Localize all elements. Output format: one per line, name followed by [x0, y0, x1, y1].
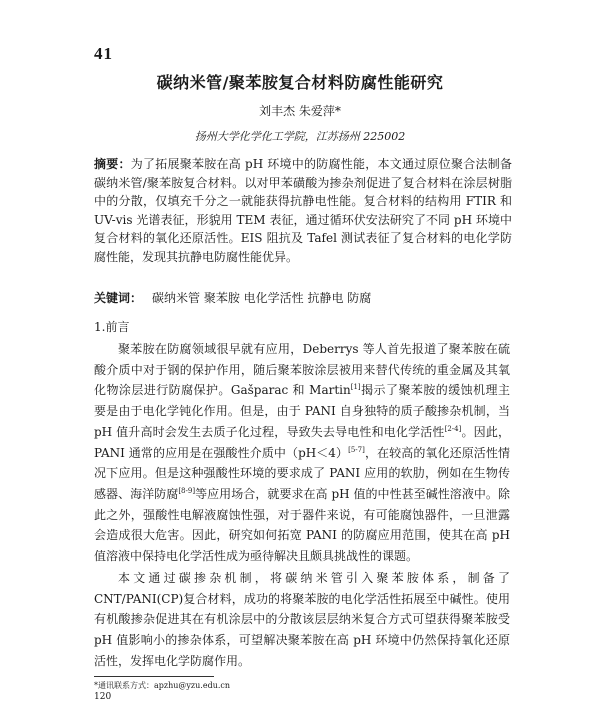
citation-4: [8-9] [178, 486, 196, 495]
keywords-text: 碳纳米管 聚苯胺 电化学活性 抗静电 防腐 [152, 291, 372, 305]
page-number: 41 [94, 44, 113, 63]
p1-part-c: 。因此，PANI 通常的应用是在强酸性介质中（pH＜4） [94, 424, 510, 460]
body-paragraph-2: 本文通过碳掺杂机制，将碳纳米管引入聚苯胺体系，制备了 CNT/PANI(CP)复合材料，成功的将聚苯胺的电化学活性拓展至中碱性。使用有机酸掺杂促进其在有机涂层中的分散该层层纳米复合方式可望获得聚苯胺受 pH 值影响小的掺杂体系，可望解决聚苯胺在高 pH 环境中仍然保持氧化还原活性，发挥电化学防腐作用。 [94, 571, 510, 668]
p1-part-b: 揭示了聚苯胺的缓蚀机理主要是由于电化学钝化作用。但是，由于 PANI 自身独特的质子酸掺杂机制，当 pH 值升高时会发生去质子化过程，导致失去导电性和电化学活性 [94, 383, 510, 439]
abstract [94, 155, 512, 267]
body-paragraph-1 [94, 339, 510, 567]
authors: 刘丰杰 朱爱萍* [259, 104, 341, 118]
p1-part-a: 聚苯胺在防腐领域很早就有应用，Deberrys 等人首先报道了聚苯胺在硫酸介质中对于钢的保护作用，随后聚苯胺涂层被用来替代传统的重金属及其氧化物涂层进行防腐保护。Gašparac 和 Martin [94, 342, 510, 398]
footer-page-number: 120 [94, 692, 112, 702]
paper-title: 碳纳米管/聚苯胺复合材料防腐性能研究 [156, 73, 444, 92]
p1-part-e: 等应用场合，就要求在高 pH 值的中性甚至碱性溶液中。除此之外，强酸性电解液腐蚀性强，对于器件来说，有可能腐蚀器件，一旦泄露会造成很大危害。因此，研究如何拓宽 PANI 的防腐应用范围，使其在高 pH 值溶液中保持电化学活性成为亟待解决且颇具挑战性的课题。 [94, 486, 510, 564]
citation-2: [2-4] [444, 424, 462, 433]
keywords [94, 289, 512, 306]
abstract-text: 为了拓展聚苯胺在高 pH 环境中的防腐性能，本文通过原位聚合法制备碳纳米管/聚苯胺复合材料。以对甲苯磺酸为掺杂剂促进了复合材料在涂层树脂中的分散，仅填充千分之一就能获得抗静电性能。复合材料的结构用 FTIR 和 UV-vis 光谱表征，形貌用 TEM 表征，通过循环伏安法研究了不同 pH 环境中复合材料的氧化还原活性。EIS 阻抗及 Tafel 测试表征了复合材料的电化学防腐性能，发现其抗静电防腐性能优异。 [94, 157, 512, 264]
citation-3: [5-7] [348, 445, 365, 454]
p1-part-d: ，在较高的氧化还原活性情况下应用。但是这种强酸性环境的要求成了 PANI 应用的软肋，例如在生物传感器、海洋防腐 [94, 445, 510, 501]
citation-1: [1] [350, 383, 361, 392]
footnote-divider [94, 676, 214, 677]
keywords-label: 关键词： [94, 291, 143, 305]
affiliation: 扬州大学化学化工学院，江苏扬州 225002 [194, 130, 406, 143]
abstract-label: 摘要： [94, 157, 131, 171]
section-heading: 1.前言 [94, 320, 130, 334]
footnote: *通讯联系方式：apzhu@yzu.edu.cn [94, 681, 231, 690]
